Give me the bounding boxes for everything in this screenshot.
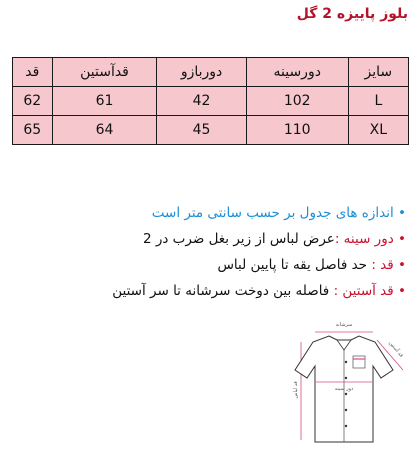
page-title: بلوز پاییزه 2 گل [296,6,408,22]
table-cell: XL [348,116,408,145]
button-dot [345,361,347,363]
bullet-icon: • [398,205,406,221]
list-item [14,252,406,278]
table-header-row [13,58,409,87]
table-cell: 102 [246,87,348,116]
button-dot [345,393,347,395]
shirt-measurement-diagram [285,312,413,462]
header-cell: دورسینه [246,58,348,87]
table-cell: 45 [157,116,246,145]
sleeve-label: قد آستین [387,340,405,359]
header-cell: قدآستین [52,58,157,87]
list-item [14,226,406,252]
bullet-icon: • [398,283,406,299]
button-dot [345,425,347,427]
chest-label: دور سینه [334,386,354,392]
table-cell: 64 [52,116,157,145]
table-cell: 61 [52,87,157,116]
note-label: قد آستین : [333,283,394,299]
bullet-icon: • [398,231,406,247]
table-cell: 110 [246,116,348,145]
note-text: اندازه های جدول بر حسب سانتی متر است [151,205,394,221]
table-row [13,116,409,145]
shoulder-label: سرشانه [335,322,353,328]
table-cell: L [348,87,408,116]
notes-list [14,200,406,304]
note-text: حد فاصل یقه تا پایین لباس [217,257,368,273]
note-label: دور سینه : [334,231,394,247]
list-item [14,278,406,304]
header-cell: سایز [348,58,408,87]
header-cell: قد [13,58,53,87]
list-item [14,200,406,226]
table-row [13,87,409,116]
note-label: قد : [371,257,394,273]
length-label: قد لباس [293,381,299,399]
table-cell: 62 [13,87,53,116]
header-cell: دوربازو [157,58,246,87]
button-dot [345,409,347,411]
note-text: فاصله بین دوخت سرشانه تا سر آستین [112,283,330,299]
note-text: عرض لباس از زیر بغل ضرب در 2 [142,231,335,247]
bullet-icon: • [398,257,406,273]
button-dot [345,377,347,379]
table-cell: 65 [13,116,53,145]
table-cell: 42 [157,87,246,116]
size-table [12,57,409,145]
